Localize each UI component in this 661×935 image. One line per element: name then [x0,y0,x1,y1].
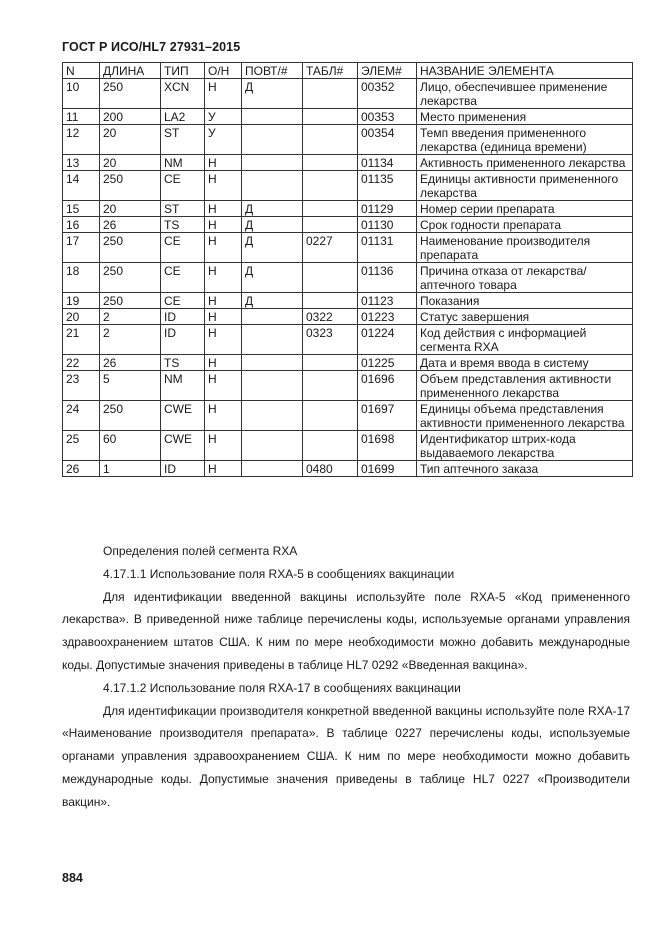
table-cell: 0480 [303,461,358,477]
table-cell: 2 [100,309,161,325]
table-cell: 19 [63,293,100,309]
table-cell: 250 [100,233,161,263]
table-cell: CE [161,233,205,263]
table-cell: 0227 [303,233,358,263]
table-cell: 20 [63,309,100,325]
table-cell: Место применения [417,109,633,125]
table-cell [242,309,303,325]
table-cell: 25 [63,431,100,461]
table-cell: Срок годности препарата [417,217,633,233]
table-cell: 26 [63,461,100,477]
table-cell: 15 [63,201,100,217]
table-cell: CWE [161,401,205,431]
table-cell: 14 [63,171,100,201]
table-cell: TS [161,355,205,371]
table-cell: 60 [100,431,161,461]
table-cell: Темп введения примененного лекарства (единица времени) [417,125,633,155]
table-cell: 01136 [358,263,417,293]
table-cell: 0323 [303,325,358,355]
table-cell [242,355,303,371]
table-cell: Статус завершения [417,309,633,325]
column-header: ТАБЛ# [303,63,358,79]
table-cell [303,125,358,155]
table-cell: 250 [100,171,161,201]
table-cell [242,155,303,171]
table-cell [303,201,358,217]
table-cell: 01223 [358,309,417,325]
page-number: 884 [62,871,83,885]
table-cell: Объем представления активности примененного лекарства [417,371,633,401]
table-header-row [63,63,633,79]
table-cell: Н [205,293,242,309]
table-cell [303,217,358,233]
table-cell: 01224 [358,325,417,355]
table-cell [242,431,303,461]
table-cell: ID [161,309,205,325]
table-cell [303,371,358,401]
column-header: ДЛИНА [100,63,161,79]
section-caption: Определения полей сегмента RXA [103,544,298,558]
table-row [63,201,633,217]
table-cell: 01699 [358,461,417,477]
table-cell: ID [161,461,205,477]
table-row [63,217,633,233]
table-cell [303,109,358,125]
table-cell: 26 [100,217,161,233]
column-header: ТИП [161,63,205,79]
table-row [63,325,633,355]
table-cell: Показания [417,293,633,309]
document-header: ГОСТ Р ИСО/HL7 27931–2015 [62,40,241,54]
table-cell: CE [161,263,205,293]
table-cell: ST [161,201,205,217]
table-cell: LA2 [161,109,205,125]
table-cell: Н [205,355,242,371]
table-row [63,309,633,325]
table-cell: 01225 [358,355,417,371]
table-cell: Н [205,325,242,355]
table-cell: 13 [63,155,100,171]
table-row [63,233,633,263]
table-cell: CWE [161,431,205,461]
table-cell: 20 [100,201,161,217]
table-cell: 01135 [358,171,417,201]
table-cell: 1 [100,461,161,477]
body-text [62,540,630,814]
table-row [63,79,633,109]
table-cell [303,263,358,293]
table-cell: Д [242,217,303,233]
table-cell [242,125,303,155]
table-cell: Н [205,263,242,293]
table-cell [303,155,358,171]
table-cell: 01130 [358,217,417,233]
table-cell: 01698 [358,431,417,461]
table-cell: Лицо, обеспечившее применение лекарства [417,79,633,109]
table-cell [303,293,358,309]
table-cell: 16 [63,217,100,233]
table-cell: 2 [100,325,161,355]
table-cell [303,401,358,431]
table-cell [242,401,303,431]
table-cell: Н [205,309,242,325]
table-cell: Идентификатор штрих-кода выдаваемого лекарства [417,431,633,461]
table-cell: 20 [100,125,161,155]
table-cell: Наименование производителя препарата [417,233,633,263]
table-row [63,461,633,477]
table-cell: Номер серии препарата [417,201,633,217]
segment-fields-table [62,62,633,477]
table-cell: CE [161,171,205,201]
table-cell [242,325,303,355]
table-cell: NM [161,155,205,171]
table-cell: 18 [63,263,100,293]
table-cell: Н [205,371,242,401]
table-row [63,263,633,293]
table-cell: Н [205,233,242,263]
table-cell: 00353 [358,109,417,125]
table-cell [303,431,358,461]
table-row [63,109,633,125]
table-cell: 23 [63,371,100,401]
table-cell: 01697 [358,401,417,431]
table-cell: 01129 [358,201,417,217]
column-header: N [63,63,100,79]
table-row [63,401,633,431]
table-cell: 250 [100,263,161,293]
table-cell: 01134 [358,155,417,171]
table-row [63,171,633,201]
table-cell: 01131 [358,233,417,263]
table-cell [242,371,303,401]
table-cell: XCN [161,79,205,109]
table-row [63,155,633,171]
subsection-heading: 4.17.1.2 Использование поля RXA-17 в сообщениях вакцинации [103,680,461,695]
table-cell: Н [205,461,242,477]
table-cell: Причина отказа от лекарства/аптечного товара [417,263,633,293]
table-cell [303,355,358,371]
table-cell: 22 [63,355,100,371]
table-cell: Активность примененного лекарства [417,155,633,171]
table-cell: Тип аптечного заказа [417,461,633,477]
column-header: ПОВТ/# [242,63,303,79]
table-cell: 0322 [303,309,358,325]
table-cell: ID [161,325,205,355]
table-cell: Д [242,201,303,217]
table-cell: 00352 [358,79,417,109]
table-cell: Д [242,263,303,293]
table-cell: 20 [100,155,161,171]
table-cell: NM [161,371,205,401]
table-cell: 21 [63,325,100,355]
table-cell: Н [205,79,242,109]
table-cell: Н [205,217,242,233]
table-row [63,371,633,401]
table-cell: Код действия с информацией сегмента RXA [417,325,633,355]
table-cell: 01123 [358,293,417,309]
table-cell [242,171,303,201]
table-cell: ST [161,125,205,155]
table-cell: 200 [100,109,161,125]
table-cell: 250 [100,293,161,309]
table-cell [303,171,358,201]
table-row [63,355,633,371]
table-cell: 11 [63,109,100,125]
table-cell: 10 [63,79,100,109]
table-cell: TS [161,217,205,233]
table-cell: Дата и время ввода в систему [417,355,633,371]
table-cell: 12 [63,125,100,155]
table-cell: 17 [63,233,100,263]
table-row [63,431,633,461]
table-cell: Д [242,233,303,263]
table-cell: Н [205,431,242,461]
table-cell: 5 [100,371,161,401]
table-row [63,293,633,309]
table-cell: CE [161,293,205,309]
table-cell: У [205,125,242,155]
table-cell: Н [205,401,242,431]
column-header: О/Н [205,63,242,79]
table-cell: У [205,109,242,125]
subsection-heading: 4.17.1.1 Использование поля RXA-5 в сообщениях вакцинации [103,566,455,581]
table-row [63,125,633,155]
table-cell: 24 [63,401,100,431]
table-cell: 250 [100,401,161,431]
table-cell: Единицы активности примененного лекарства [417,171,633,201]
table-cell: Единицы объема представления активности примененного лекарства [417,401,633,431]
table-cell: Д [242,293,303,309]
table-cell: Д [242,79,303,109]
table-cell: 250 [100,79,161,109]
table-cell [242,461,303,477]
table-cell [303,79,358,109]
paragraph: Для идентификации производителя конкретной введенной вакцины используйте поле RXA-17 «Наименование производителя препарата». В таблице 0227 перечислены коды, используемые органами управления здравоохранением США. К ним по мере необходимости можно добавить международные коды. Допустимые значения приведены в таблице HL7 0227 «Производители вакцин». [62,703,630,809]
paragraph: Для идентификации введенной вакцины используйте поле RXA-5 «Код примененного лекарства». В приведенной ниже таблице перечислены коды, используемые органами управления здравоохранением штатов США. К ним по мере необходимости можно добавить международные коды. Допустимые значения приведены в таблице HL7 0292 «Введенная вакцина». [62,589,630,672]
table-cell: 00354 [358,125,417,155]
table-cell: 01696 [358,371,417,401]
column-header: НАЗВАНИЕ ЭЛЕМЕНТА [417,63,633,79]
table-cell [242,109,303,125]
table-cell: Н [205,155,242,171]
table-cell: Н [205,201,242,217]
table-cell: Н [205,171,242,201]
column-header: ЭЛЕМ# [358,63,417,79]
table-cell: 26 [100,355,161,371]
